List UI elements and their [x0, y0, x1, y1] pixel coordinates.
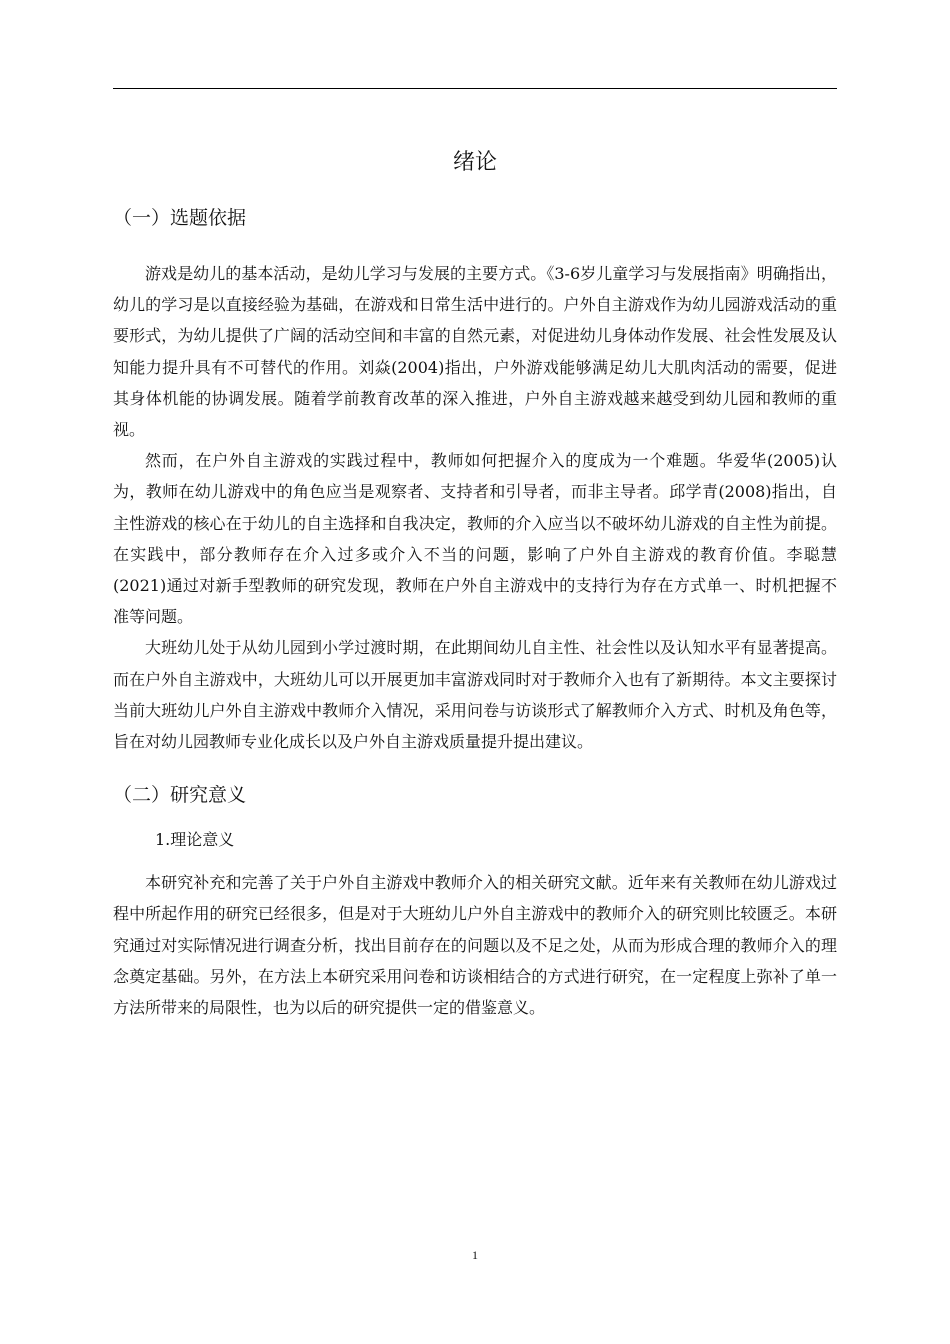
section-heading-basis: （一）选题依据: [113, 207, 247, 229]
header-rule: [113, 88, 837, 89]
chapter-title: 绪论: [452, 150, 497, 175]
paragraph: 然而，在户外自主游戏的实践过程中，教师如何把握介入的度成为一个难题。华爱华(2005)认为，教师在幼儿游戏中的角色应当是观察者、支持者和引导者，而非主导者。邱学青(2008)指出，自主性游戏的核心在于幼儿的自主选择和自我决定，教师的介入应当以不破坏幼儿游戏的自主性为前提。在实践中，部分教师存在介入过多或介入不当的问题，影响了户外自主游戏的教育价值。李聪慧(2021)通过对新手型教师的研究发现，教师在户外自主游戏中的支持行为存在方式单一、时机把握不准等问题。: [113, 451, 837, 627]
subsection-heading-theory: 1.理论意义: [155, 830, 235, 850]
section-heading-significance: （二）研究意义: [113, 784, 247, 807]
page-body: [113, 140, 837, 1023]
paragraph: 大班幼儿处于从幼儿园到小学过渡时期，在此期间幼儿自主性、社会性以及认知水平有显著提高。而在户外自主游戏中，大班幼儿可以开展更加丰富游戏同时对于教师介入也有了新期待。本文主要探讨当前大班幼儿户外自主游戏中教师介入情况，采用问卷与访谈形式了解教师介入方式、时机及角色等，旨在对幼儿园教师专业化成长以及户外自主游戏质量提升提出建议。: [113, 638, 837, 752]
paragraph: 本研究补充和完善了关于户外自主游戏中教师介入的相关研究文献。近年来有关教师在幼儿游戏过程中所起作用的研究已经很多，但是对于大班幼儿户外自主游戏中的教师介入的研究则比较匮乏。本研究通过对实际情况进行调查分析，找出目前存在的问题以及不足之处，从而为形成合理的教师介入的理念奠定基础。另外，在方法上本研究采用问卷和访谈相结合的方式进行研究，在一定程度上弥补了单一方法所带来的局限性，也为以后的研究提供一定的借鉴意义。: [113, 873, 837, 1018]
page-number: 1: [472, 1248, 478, 1262]
paragraph: 游戏是幼儿的基本活动，是幼儿学习与发展的主要方式。《3-6岁儿童学习与发展指南》明确指出，幼儿的学习是以直接经验为基础，在游戏和日常生活中进行的。户外自主游戏作为幼儿园游戏活动的重要形式，为幼儿提供了广阔的活动空间和丰富的自然元素，对促进幼儿身体动作发展、社会性发展及认知能力提升具有不可替代的作用。刘焱(2004)指出，户外游戏能够满足幼儿大肌肉活动的需要，促进其身体机能的协调发展。随着学前教育改革的深入推进，户外自主游戏越来越受到幼儿园和教师的重视。: [113, 264, 837, 440]
